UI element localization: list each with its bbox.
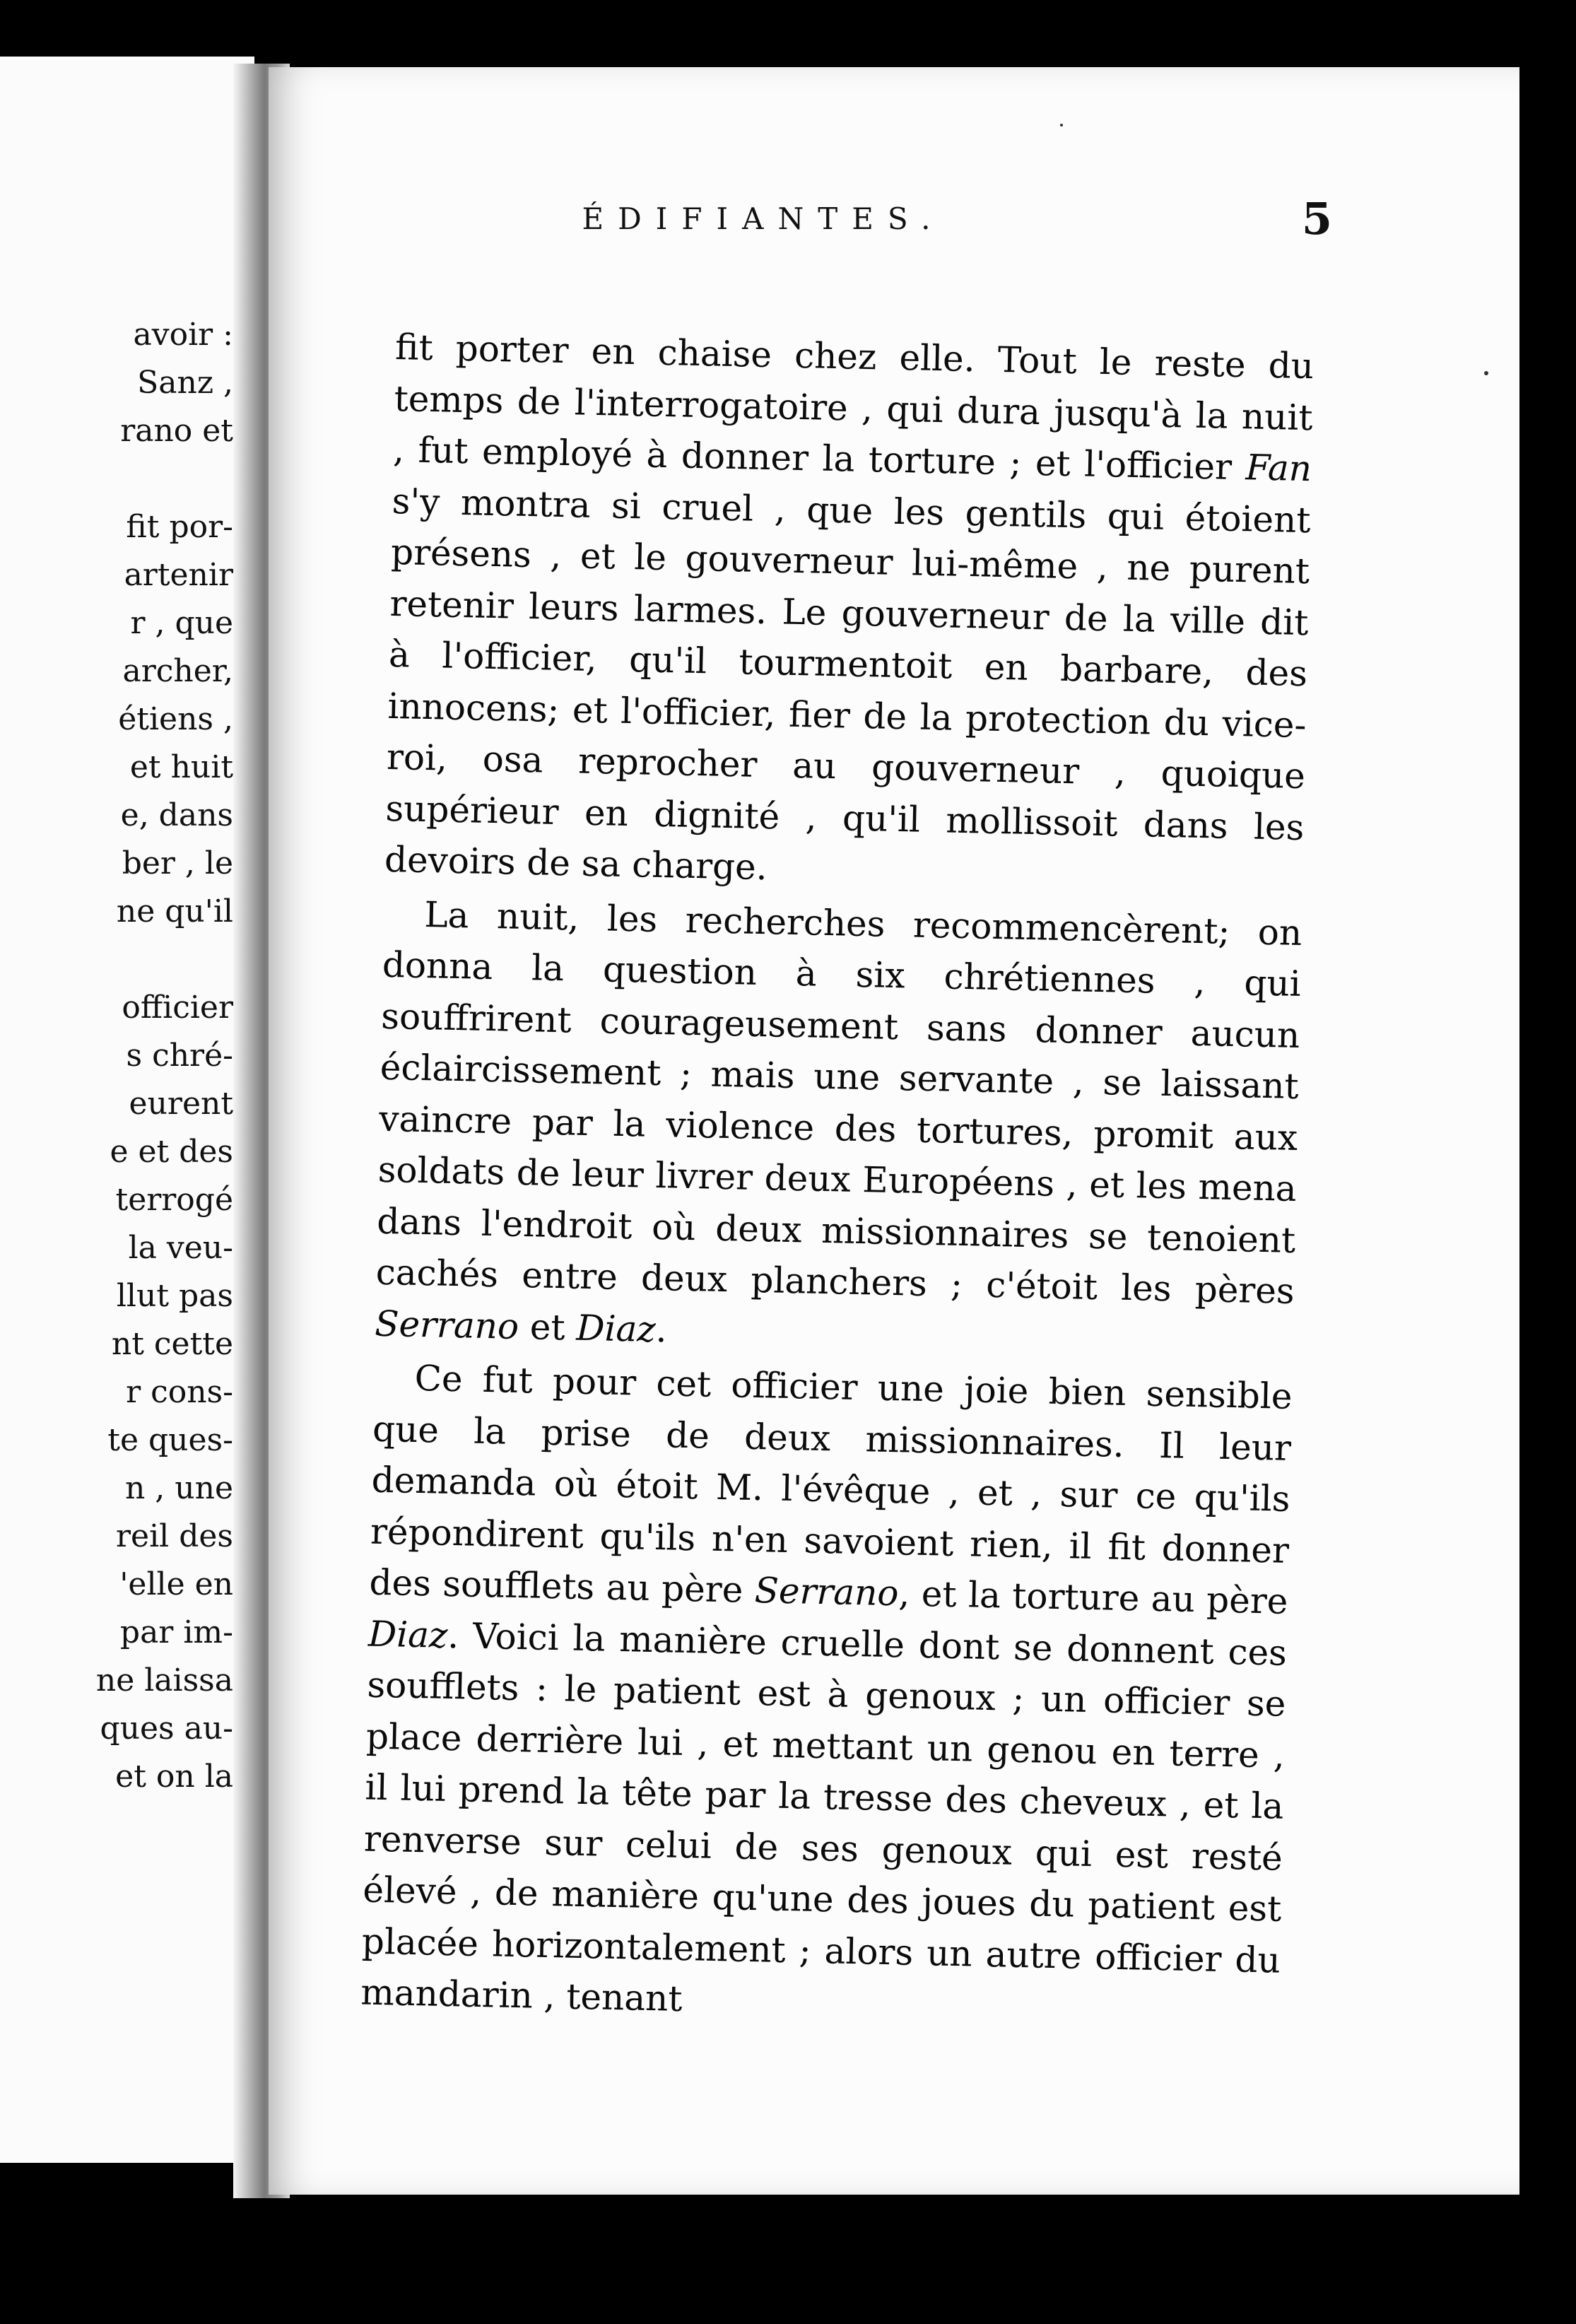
left-page-line: llut pas xyxy=(116,1278,233,1314)
paragraph-1 xyxy=(384,322,1314,905)
page-speck xyxy=(1060,124,1063,127)
left-page-line: nt cette xyxy=(111,1326,233,1362)
left-page-line: 'elle en xyxy=(119,1566,233,1602)
left-page-line: archer, xyxy=(122,653,233,689)
left-page-line: terrogé xyxy=(115,1182,233,1218)
left-page-line: ques au- xyxy=(100,1710,233,1747)
page-speck xyxy=(1484,371,1488,375)
left-page-line: fit por- xyxy=(126,509,233,545)
left-page-line: r , que xyxy=(130,605,233,641)
left-page-line: la veu- xyxy=(128,1230,233,1266)
left-page-line: r cons- xyxy=(126,1374,233,1410)
left-page-line: n , une xyxy=(124,1470,233,1506)
running-head: ÉDIFIANTES. xyxy=(582,201,945,236)
left-page-line: ne laissa xyxy=(95,1662,233,1698)
left-page-line: étiens , xyxy=(118,701,233,737)
paragraph-3-text: Ce fut pour cet officier une joie bien sensible que la prise de deux missionnaires. Il leur demanda où étoit M. l'évêque , et , sur ce qu'ils répondirent qu'ils n'en savoient rien, il fit donner des soufflets au père Serrano, et la torture au père Diaz. Voici la manière cruelle dont se donnent ces soufflets : le patient est à genoux ; un officier se place derrière lui , et mettant un genou en terre , il lui prend la tête par la tresse des cheveux , et la renverse sur celui de ses genoux qui est resté élevé , de manière qu'une des joues du patient est placée horizontalement ; alors un autre officier du mandarin , tenant xyxy=(360,1357,1293,2020)
paragraph-3 xyxy=(360,1352,1293,2038)
paragraph-2 xyxy=(375,888,1302,1368)
body-text xyxy=(360,322,1315,2037)
left-page-line: ne qu'il xyxy=(116,893,233,929)
left-page-line: officier xyxy=(122,990,233,1026)
left-page-line: eurent xyxy=(129,1086,233,1122)
left-page-line: s chré- xyxy=(126,1038,233,1074)
left-page-line: rano et xyxy=(120,413,233,449)
left-page xyxy=(0,57,254,2163)
left-page-line: et huit xyxy=(129,749,233,785)
page-header xyxy=(375,193,1332,258)
left-page-line: par im- xyxy=(119,1614,233,1650)
paragraph-2-text: La nuit, les recherches recommencèrent; on donna la question à six chrétiennes , qui souffrirent courageusement sans donner aucun éclaircissement ; mais une servante , se laissant vaincre par la violence des tortures, promit aux soldats de leur livrer deux Européens , et les mena dans l'endroit où deux missionnaires se tenoient cachés entre deux planchers ; c'étoit les pères Serrano et Diaz. xyxy=(374,893,1302,1350)
left-page-line: et on la xyxy=(115,1759,233,1795)
left-page-line: e et des xyxy=(110,1134,233,1170)
left-page-line: e, dans xyxy=(120,797,233,833)
page-number: 5 xyxy=(1301,193,1332,245)
left-page-line: avoir : xyxy=(133,317,233,353)
paragraph-1-text: fit porter en chaise chez elle. Tout le reste du temps de l'interrogatoire , qui dura jusqu'à la nuit , fut employé à donner la torture ; et l'officier Fan s'y montra si cruel , que les gentils qui étoient présens , et le gouverneur lui-même , ne purent retenir leurs larmes. Le gouverneur de la ville dit à l'officier, qu'il tourmentoit en barbare, des innocens; et l'officier, fier de la protection du vice-roi, osa reprocher au gouverneur , quoique supérieur en dignité , qu'il mollissoit dans les devoirs de sa charge. xyxy=(384,326,1315,888)
left-page-line: te ques- xyxy=(107,1422,233,1458)
left-page-line: Sanz , xyxy=(137,365,233,401)
left-page-line: ber , le xyxy=(122,845,233,881)
left-page-line: reil des xyxy=(116,1518,233,1554)
left-page-line: artenir xyxy=(124,557,233,593)
